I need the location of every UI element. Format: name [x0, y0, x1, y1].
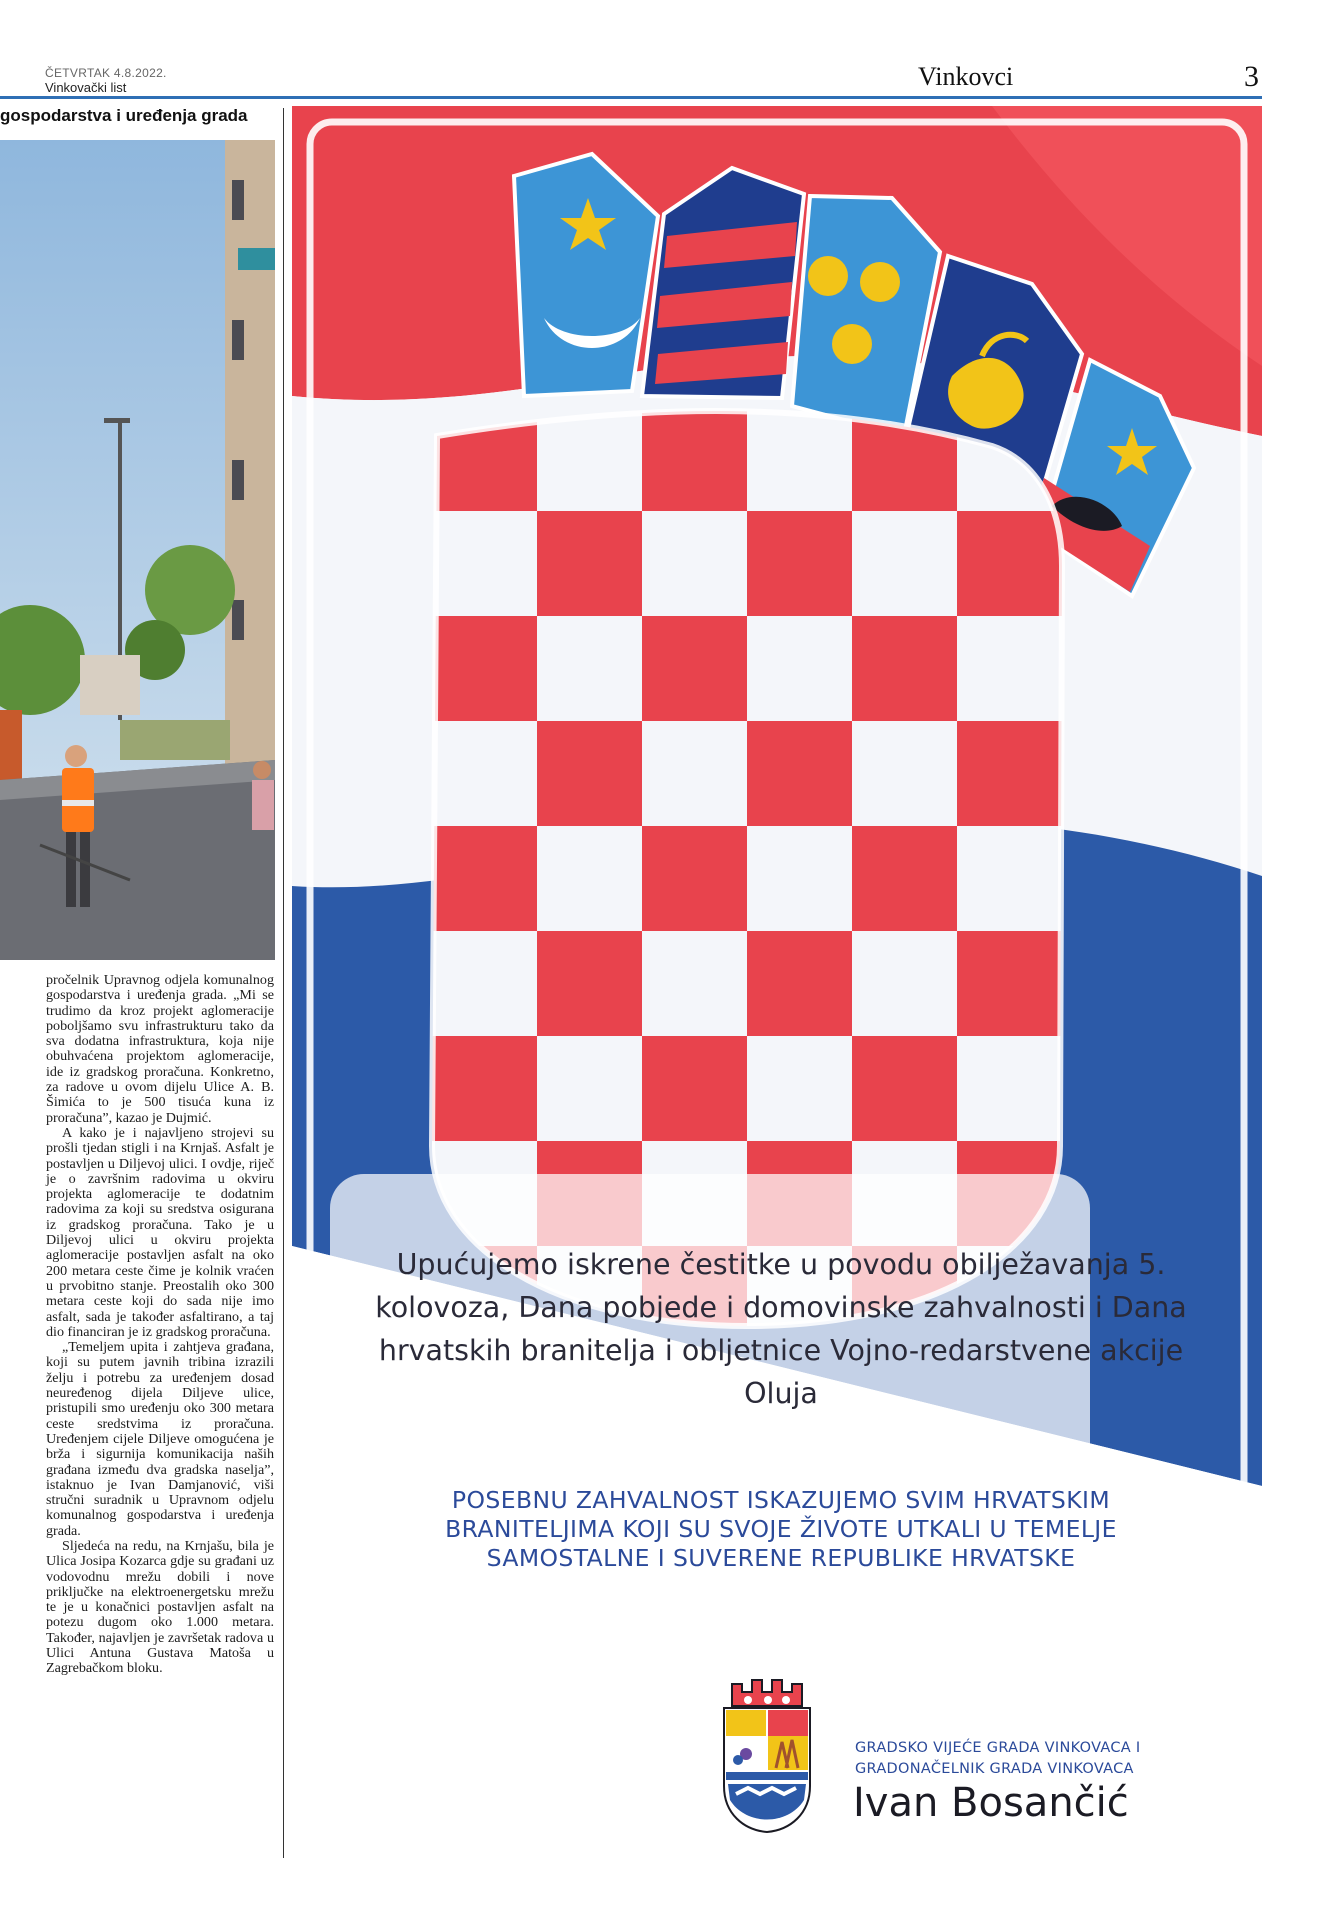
shield-checker-cell: [852, 1036, 957, 1141]
article-headline-fragment: gospodarstva i uređenja grada: [0, 106, 248, 125]
shield-checker-cell: [747, 826, 852, 931]
shield-checker-cell: [852, 616, 957, 721]
mayor-name: Ivan Bosančić: [853, 1780, 1129, 1826]
shield-checker-cell: [642, 931, 747, 1036]
shield-checker-cell: [642, 616, 747, 721]
article-paragraph: pročelnik Upravnog odjela komunalnog gospodarstva i uređenja grada. „Mi se trudimo da kroz projekt aglomeracije poboljšamo svu infrastrukturu tako da sva dodatna infrastruktura, koja nije obuhvaćena projektom aglomeracije, ide iz gradskog proračuna. Konkretno, za radove u ovom dijelu Ulice A. B. Šimića to je 500 tisuća kuna iz proračuna”, kazao je Dujmić.: [46, 972, 274, 1126]
signature-mayor-line: GRADONAČELNIK GRADA VINKOVACA: [855, 1761, 1134, 1777]
shield-checker-cell: [852, 511, 957, 616]
shield-checker-cell: [957, 721, 1062, 826]
shield-checker-cell: [957, 1036, 1062, 1141]
shield-checker-cell: [957, 826, 1062, 931]
article-paragraph: „Temeljem upita i zahtjeva građana, koji su putem javnih tribina izrazili želju i potrebu za uređenjem dosad neuređenog dijela Diljeve ulice, pristupili smo uređenju oko 300 metara ceste sredstvima iz proračuna. Uređenjem cijele Diljeve omogućena je brža i sigurnija komunikacija naših građana između dva gradska naselja”, istaknuo je Ivan Damjanović, viši stručni suradnik u Upravnom odjelu komunalnog gospodarstva i uređenja grada.: [46, 1339, 274, 1539]
commemoration-advertisement: [292, 106, 1262, 1856]
shield-checker-cell: [642, 826, 747, 931]
road-works-photo-illustration: [0, 140, 275, 960]
shield-checker-cell: [432, 1036, 537, 1141]
shield-checker-cell: [432, 931, 537, 1036]
shield-checker-cell: [747, 721, 852, 826]
shield-checker-cell: [957, 511, 1062, 616]
newspaper-name: Vinkovački list: [45, 80, 127, 95]
shield-checker-cell: [537, 826, 642, 931]
shield-checker-cell: [537, 511, 642, 616]
shield-checker-cell: [537, 616, 642, 721]
shield-checker-cell: [537, 721, 642, 826]
shield-checker-cell: [957, 931, 1062, 1036]
shield-checker-cell: [642, 1036, 747, 1141]
shield-checker-cell: [852, 721, 957, 826]
shield-checker-cell: [642, 721, 747, 826]
shield-checker-cell: [537, 931, 642, 1036]
greeting-message: Upućujemo iskrene čestitke u povodu obilježavanja 5. kolovoza, Dana pobjede i domovinske zahvalnosti i Dana hrvatskih branitelja i obljetnice Vojno-redarstvene akcije Oluja: [375, 1248, 1187, 1410]
road-works-photo: [0, 140, 275, 960]
shield-checker-cell: [747, 1036, 852, 1141]
masthead-divider: [0, 96, 1262, 99]
vinkovci-coat-of-arms-icon: [718, 1676, 816, 1834]
gratitude-message: POSEBNU ZAHVALNOST ISKAZUJEMO SVIM HRVATSKIM BRANITELJIMA KOJI SU SVOJE ŽIVOTE UTKALI U TEMELJE SAMOSTALNE I SUVERENE REPUBLIKE HRVATSKE: [445, 1486, 1117, 1572]
shield-checker-cell: [642, 406, 747, 511]
issue-date: ČETVRTAK 4.8.2022.: [45, 66, 167, 80]
shield-checker-cell: [747, 511, 852, 616]
shield-checker-cell: [747, 406, 852, 511]
shield-checker-cell: [642, 511, 747, 616]
shield-checker-cell: [432, 616, 537, 721]
article-paragraph: Sljedeća na redu, na Krnjašu, bila je Ulica Josipa Kozarca gdje su građani uz vodovodnu mrežu dobili i nove priključke na elektroenergetsku mrežu te je u konačnici postavljen asfalt na potezu dugom oko 1.000 metara. Također, najavljen je završetak radova u Ulici Antuna Gustava Matoša u Zagrebačkom bloku.: [46, 1537, 274, 1677]
shield-checker-cell: [432, 721, 537, 826]
page-number: 3: [1244, 60, 1259, 93]
shield-checker-cell: [852, 931, 957, 1036]
shield-checker-cell: [537, 1036, 642, 1141]
shield-checker-cell: [852, 826, 957, 931]
shield-checker-cell: [747, 616, 852, 721]
section-title: Vinkovci: [918, 62, 1014, 91]
shield-checker-cell: [957, 616, 1062, 721]
article-body: [46, 973, 274, 1677]
shield-checker-cell: [747, 931, 852, 1036]
article-paragraph: A kako je i najavljeno strojevi su prošli tjedan stigli i na Krnjaš. Asfalt je postavljen u Diljevoj ulici. I ovdje, riječ je o završnim radovima u okviru projekta aglomeracije te dodatnim radovima za koji su sredstva osigurana iz gradskog proračuna. Tako je u Diljevoj ulici u okviru projekta aglomeracije postavljen asfalt na oko 200 metara ceste čime je kolnik vraćen u prvobitno stanje. Preostalih oko 300 metara ceste koji do sada nije imo asfalt, sada je također asfaltirano, a taj dio financiran je iz gradskog proračuna.: [46, 1124, 274, 1340]
column-divider: [283, 108, 284, 1858]
shield-checker-cell: [432, 511, 537, 616]
signature-council-line: GRADSKO VIJEĆE GRADA VINKOVACA I: [855, 1740, 1141, 1756]
shield-checker-cell: [432, 826, 537, 931]
